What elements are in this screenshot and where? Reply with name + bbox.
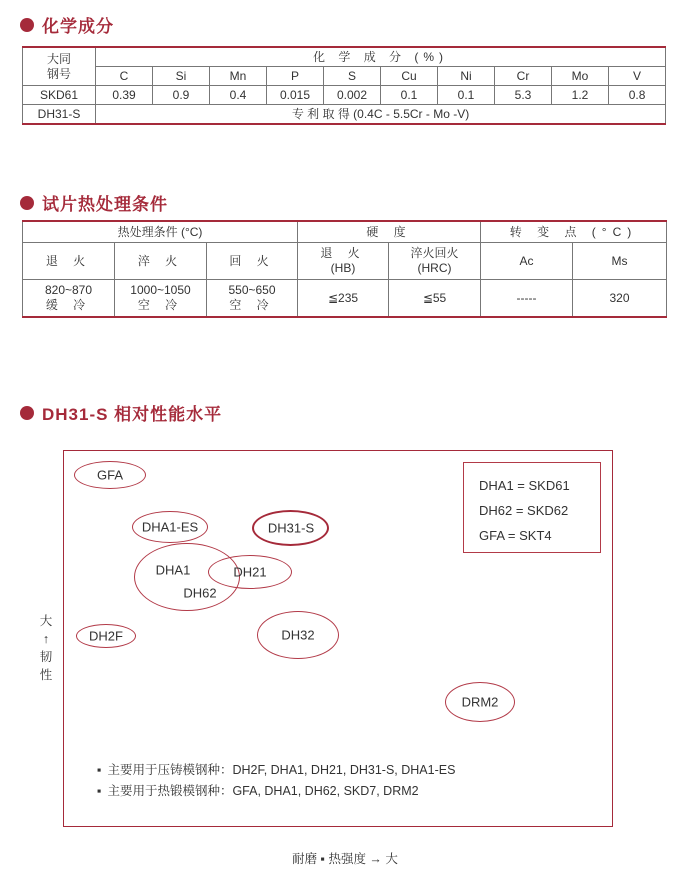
bullet-dot-icon xyxy=(20,18,34,32)
temper-cooling: 空 冷 xyxy=(229,298,275,312)
temper-temp: 550~650 xyxy=(228,283,276,297)
y-axis-char: 性 xyxy=(39,668,53,682)
dha1-es-label: DHA1-ES xyxy=(141,519,199,535)
legend-item: DH62 = SKD62 xyxy=(479,503,569,518)
dha1-label: DHA1 xyxy=(155,562,191,578)
element-header: Si xyxy=(153,67,210,86)
dh32-label: DH32 xyxy=(281,627,315,643)
up-arrow-icon: ↑ xyxy=(42,632,50,646)
performance-chart xyxy=(63,450,613,827)
gfa-label: GFA xyxy=(96,467,124,483)
temper-header: 回 火 xyxy=(207,243,298,280)
die-casting-note xyxy=(97,760,455,778)
dh21-label: DH21 xyxy=(233,564,267,580)
x-axis-label: 耐磨 ▪ 热强度 → 大 xyxy=(292,852,398,866)
quench-value xyxy=(115,280,207,318)
transform-header: 转 变 点 (°C) xyxy=(481,221,667,243)
hot-forging-text: 主要用于热锻模钢种：GFA, DHA1, DH62, SKD7, DRM2 xyxy=(107,784,419,798)
grade-name: SKD61 xyxy=(23,86,96,105)
grade-header-line1: 大同 xyxy=(46,51,71,66)
quench-temp: 1000~1050 xyxy=(130,283,191,297)
hardness-qt-header xyxy=(389,243,481,280)
composition-value: 0.8 xyxy=(609,86,666,105)
square-bullet-icon: ▪ xyxy=(97,784,102,798)
bullet-dot-icon xyxy=(20,406,34,420)
drm2-label: DRM2 xyxy=(461,694,499,710)
hb-value: ≦235 xyxy=(298,280,389,318)
hardness-header: 硬 度 xyxy=(298,221,481,243)
hardness-anneal-header xyxy=(298,243,389,280)
composition-header: 化 学 成 分 (%) xyxy=(96,47,666,67)
hardness-qt-line2: (HRC) xyxy=(417,261,452,275)
composition-value: 0.002 xyxy=(324,86,381,105)
element-header: Cr xyxy=(495,67,552,86)
heat-section-title xyxy=(20,190,168,215)
composition-value: 0.015 xyxy=(267,86,324,105)
composition-title: 化学成分 xyxy=(42,17,114,36)
chart-section-title xyxy=(20,400,222,425)
element-header: V xyxy=(609,67,666,86)
grade-name: DH31-S xyxy=(23,105,96,125)
heat-treatment-table xyxy=(22,220,667,318)
anneal-temp: 820~870 xyxy=(44,283,93,297)
dh31s-label: DH31-S xyxy=(267,520,315,536)
y-axis-char: 大 xyxy=(39,614,53,628)
hardness-anneal-line1: 退 火 xyxy=(320,246,366,260)
composition-value: 0.1 xyxy=(381,86,438,105)
composition-value: 5.3 xyxy=(495,86,552,105)
anneal-value xyxy=(23,280,115,318)
composition-value: 1.2 xyxy=(552,86,609,105)
composition-value: 0.1 xyxy=(438,86,495,105)
composition-value: 0.9 xyxy=(153,86,210,105)
element-header: C xyxy=(96,67,153,86)
heat-condition-header: 热处理条件 (°C) xyxy=(23,221,298,243)
anneal-cooling: 缓 冷 xyxy=(45,298,92,312)
element-header: P xyxy=(267,67,324,86)
quench-cooling: 空 冷 xyxy=(137,298,184,312)
legend-item: GFA = SKT4 xyxy=(479,528,552,543)
element-header: S xyxy=(324,67,381,86)
composition-value: 0.39 xyxy=(96,86,153,105)
dh2f-label: DH2F xyxy=(89,628,123,644)
ac-value: ----- xyxy=(481,280,573,318)
quench-header: 淬 火 xyxy=(115,243,207,280)
composition-section-title xyxy=(20,12,114,37)
chart-title: DH31-S 相对性能水平 xyxy=(42,405,223,424)
patent-note: 专 利 取 得 (0.4C - 5.5Cr - Mo -V) xyxy=(96,105,666,125)
ms-header: Ms xyxy=(573,243,667,280)
composition-value: 0.4 xyxy=(210,86,267,105)
hardness-qt-line1: 淬火回火 xyxy=(410,246,459,260)
ac-header: Ac xyxy=(481,243,573,280)
legend-box xyxy=(463,462,601,553)
die-casting-text: 主要用于压铸模钢种：DH2F, DHA1, DH21, DH31-S, DHA1-ES xyxy=(107,763,456,777)
element-header: Mn xyxy=(210,67,267,86)
y-axis-char: 韧 xyxy=(39,650,53,664)
grade-header xyxy=(23,47,96,86)
hrc-value: ≦55 xyxy=(389,280,481,318)
temper-value xyxy=(207,280,298,318)
heat-title: 试片热处理条件 xyxy=(42,195,168,214)
dh62-label: DH62 xyxy=(183,585,217,601)
hardness-anneal-line2: (HB) xyxy=(330,261,356,275)
element-header: Cu xyxy=(381,67,438,86)
element-header: Mo xyxy=(552,67,609,86)
composition-table xyxy=(22,46,666,125)
anneal-header: 退 火 xyxy=(23,243,115,280)
hot-forging-note xyxy=(97,781,419,799)
square-bullet-icon: ▪ xyxy=(97,763,102,777)
element-header: Ni xyxy=(438,67,495,86)
y-axis-label xyxy=(38,612,54,684)
grade-header-line2: 钢号 xyxy=(46,66,71,81)
ms-value: 320 xyxy=(573,280,667,318)
legend-item: DHA1 = SKD61 xyxy=(479,478,570,493)
bullet-dot-icon xyxy=(20,196,34,210)
